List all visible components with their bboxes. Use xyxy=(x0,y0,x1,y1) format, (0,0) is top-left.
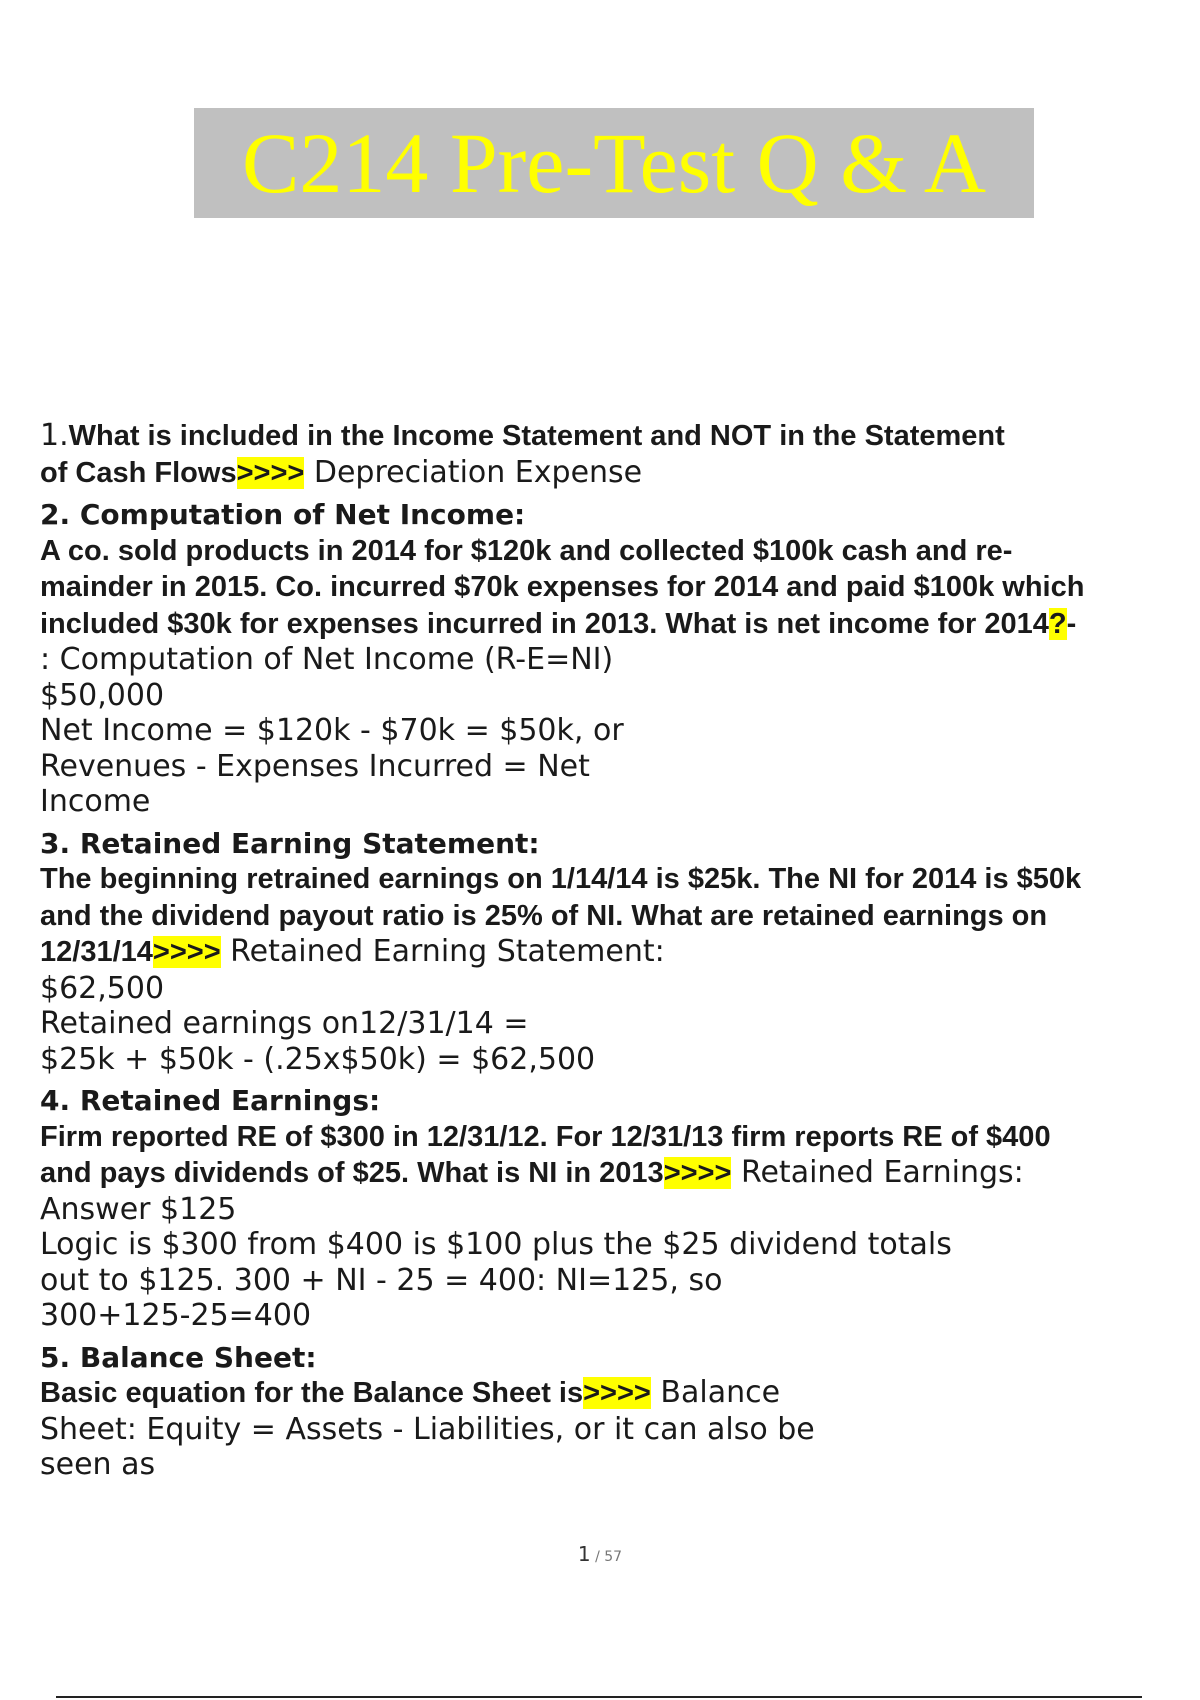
q4-answer-line3: out to $125. 300 + NI - 25 = 400: NI=125, so xyxy=(40,1262,723,1298)
question-1 xyxy=(40,418,1190,491)
q4-heading: 4. Retained Earnings: xyxy=(40,1084,381,1117)
q4-question-line1: Firm reported RE of $300 in 12/31/12. For 12/31/13 firm reports RE of $400 xyxy=(40,1120,1051,1153)
q2-question-line3: included $30k for expenses incurred in 2013. What is net income for 2014 xyxy=(40,607,1049,640)
q5-answer-line1: Sheet: Equity = Assets - Liabilities, or it can also be xyxy=(40,1411,815,1447)
document-title: C214 Pre-Test Q & A xyxy=(241,115,987,211)
q3-answer-line1: $62,500 xyxy=(40,970,165,1006)
q5-answer-line2: seen as xyxy=(40,1447,156,1482)
q2-heading: 2. Computation of Net Income: xyxy=(40,498,526,531)
title-banner xyxy=(194,108,1034,218)
q2-answer-line2: $50,000 xyxy=(40,677,165,713)
q4-question-line2: and pays dividends of $25. What is NI in 2013 xyxy=(40,1157,664,1189)
q2-question-line2: mainder in 2015. Co. incurred $70k expenses for 2014 and paid $100k which xyxy=(40,571,1085,603)
q4-answer-marker: >>>> xyxy=(663,1157,732,1189)
q5-answer: Balance xyxy=(650,1375,781,1410)
q1-answer: Depreciation Expense xyxy=(304,454,643,490)
qa-content xyxy=(40,418,1190,1483)
q4-answer-line1: Answer $125 xyxy=(40,1191,237,1227)
q5-heading: 5. Balance Sheet: xyxy=(40,1340,317,1374)
q3-answer: Retained Earning Statement: xyxy=(220,934,665,969)
page-indicator xyxy=(0,1542,1200,1566)
question-5 xyxy=(40,1340,1190,1483)
q2-question-mark: ? xyxy=(1048,607,1067,640)
q4-answer: Retained Earnings: xyxy=(731,1155,1024,1190)
q2-answer-line5: Income xyxy=(40,784,151,819)
question-2 xyxy=(40,497,1190,820)
q4-answer-line4: 300+125-25=400 xyxy=(40,1298,312,1333)
q3-answer-line3: $25k + $50k - (.25x$50k) = $62,500 xyxy=(40,1041,596,1077)
question-3 xyxy=(40,826,1190,1078)
q1-question-line1: What is included in the Income Statement and NOT in the Statement xyxy=(68,420,1005,452)
page-divider xyxy=(56,1696,1142,1698)
current-page: 1 xyxy=(577,1542,591,1566)
q1-number: 1. xyxy=(40,418,69,453)
q3-answer-marker: >>>> xyxy=(152,936,221,968)
q2-answer-line1: : Computation of Net Income (R-E=NI) xyxy=(40,642,614,677)
q2-answer-line3: Net Income = $120k - $70k = $50k, or xyxy=(40,713,624,748)
total-pages: / 57 xyxy=(590,1549,623,1565)
q3-question-line1: The beginning retrained earnings on 1/14/14 is $25k. The NI for 2014 is $50k xyxy=(40,863,1082,895)
q3-question-line3: 12/31/14 xyxy=(40,936,153,968)
question-4 xyxy=(40,1083,1190,1334)
q3-heading: 3. Retained Earning Statement: xyxy=(40,826,540,860)
q1-question-line2: of Cash Flows xyxy=(40,456,237,489)
q4-answer-line2: Logic is $300 from $400 is $100 plus the $25 dividend totals xyxy=(40,1227,952,1262)
q3-question-line2: and the dividend payout ratio is 25% of NI. What are retained earnings on xyxy=(40,899,1048,932)
q2-question-tail: - xyxy=(1066,607,1077,640)
q2-answer-line4: Revenues - Expenses Incurred = Net xyxy=(40,748,590,784)
q5-answer-marker: >>>> xyxy=(583,1377,651,1409)
q5-question-line1: Basic equation for the Balance Sheet is xyxy=(40,1377,584,1409)
q3-answer-line2: Retained earnings on12/31/14 = xyxy=(40,1006,529,1041)
q1-answer-marker: >>>> xyxy=(236,456,305,489)
q2-question-line1: A co. sold products in 2014 for $120k and collected $100k cash and re- xyxy=(40,534,1013,567)
